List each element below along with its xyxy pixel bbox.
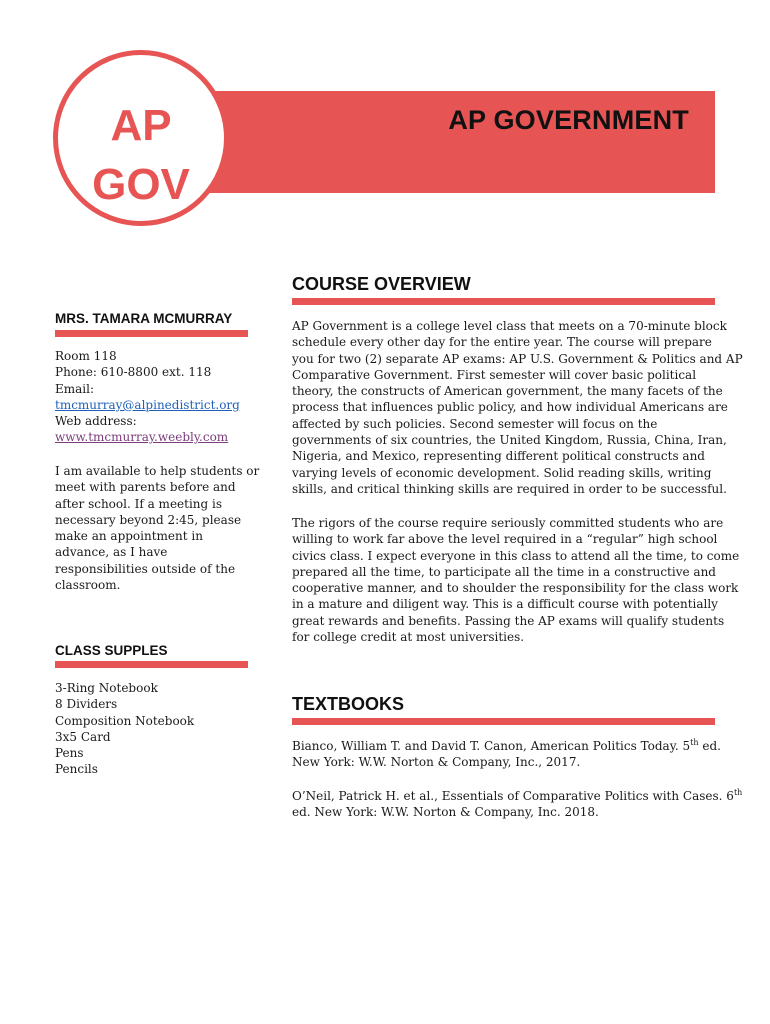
overview-line: process that influences public policy, and how individual Americans are — [292, 400, 728, 415]
supplies-list — [55, 680, 194, 778]
overview-line: great rewards and benefits. Passing the AP exams will qualify students — [292, 613, 725, 628]
availability-paragraph — [55, 463, 259, 593]
overview-line: for college credit at most universities. — [292, 630, 525, 645]
textbook-1-publisher: New York: W.W. Norton & Company, Inc., 2017. — [292, 755, 581, 770]
availability-line: responsibilities outside of the — [55, 561, 236, 576]
overview-line: theory, the constructs of American government, the many facets of the — [292, 384, 723, 399]
availability-line: after school. If a meeting is — [55, 496, 223, 511]
overview-line: prepared all the time, to participate all the time in a constructive and — [292, 564, 716, 579]
overview-line: Nigeria, and Mexico, representing different political constructs and — [292, 449, 705, 464]
overview-line: cooperative manner, and to shoulder the responsibility for the class work — [292, 581, 739, 596]
supplies-heading-rule — [55, 661, 248, 668]
overview-line: schedule every other day for the entire year. The course will prepare — [292, 335, 712, 350]
supply-item: Pens — [55, 746, 84, 761]
overview-line: you for two (2) separate AP exams: AP U.S. Government & Politics and AP — [292, 351, 743, 366]
web-label: Web address: — [55, 414, 137, 429]
textbook-1 — [292, 738, 721, 771]
logo-line-gov: GOV — [92, 160, 190, 209]
overview-paragraph-1 — [292, 318, 743, 497]
teacher-heading: MRS. TAMARA MCMURRAY — [55, 311, 233, 326]
phone-text: Phone: 610-8800 ext. 118 — [55, 365, 212, 380]
overview-line: willing to work far above the level required in a “regular” high school — [292, 532, 718, 547]
availability-line: advance, as I have — [55, 545, 168, 560]
contact-info — [55, 348, 240, 446]
ap-gov-logo — [53, 50, 229, 226]
overview-line: AP Government is a college level class that meets on a 70-minute block — [292, 319, 727, 333]
course-overview-rule — [292, 298, 715, 305]
overview-line: civics class. I expect everyone in this class to attend all the time, to come — [292, 548, 740, 563]
overview-line: varying levels of economic development. Solid reading skills, writing — [292, 465, 712, 480]
textbooks-rule — [292, 718, 715, 725]
textbooks-heading: TEXTBOOKS — [292, 694, 405, 714]
overview-line: The rigors of the course require seriously committed students who are — [292, 516, 724, 530]
website-link[interactable]: www.tmcmurray.weebly.com — [55, 430, 229, 445]
textbook-2-edition-suffix: th — [733, 788, 743, 797]
title-banner — [206, 91, 715, 193]
textbook-2-publisher: ed. New York: W.W. Norton & Company, Inc. 2018. — [292, 805, 599, 820]
supply-item: 3-Ring Notebook — [55, 681, 158, 695]
availability-line: necessary beyond 2:45, please — [55, 512, 242, 527]
supply-item: 3x5 Card — [55, 729, 111, 744]
textbook-1-edition-suffix: th — [690, 738, 699, 747]
overview-line: affected by such policies. Second semester will focus on the — [292, 416, 658, 431]
overview-line: in a mature and diligent way. This is a difficult course with potentially — [292, 597, 718, 612]
availability-line: meet with parents before and — [55, 480, 236, 495]
supply-item: 8 Dividers — [55, 697, 118, 712]
page-title: AP GOVERNMENT — [448, 105, 689, 135]
email-label: Email: — [55, 381, 95, 396]
overview-paragraph-2 — [292, 515, 739, 645]
supplies-heading: CLASS SUPPLES — [55, 643, 168, 658]
availability-line: I am available to help students or — [55, 464, 260, 478]
overview-line: governments of six countries, the United Kingdom, Russia, China, Iran, — [292, 433, 727, 448]
availability-line: make an appointment in — [55, 529, 203, 544]
email-link[interactable]: tmcmurray@alpinedistrict.org — [55, 397, 240, 412]
availability-line: classroom. — [55, 578, 121, 593]
supply-item: Composition Notebook — [55, 713, 195, 728]
supply-item: Pencils — [55, 762, 98, 777]
overview-line: Comparative Government. First semester will cover basic political — [292, 367, 697, 382]
textbook-1-ed: ed. — [698, 739, 721, 753]
room-text: Room 118 — [55, 349, 117, 363]
textbook-2-citation: O’Neil, Patrick H. et al., Essentials of Comparative Politics with Cases. 6 — [292, 789, 734, 803]
course-overview-heading: COURSE OVERVIEW — [292, 274, 471, 294]
teacher-heading-rule — [55, 330, 248, 337]
logo-line-ap: AP — [110, 101, 172, 150]
textbook-2 — [292, 788, 742, 821]
overview-line: skills, and critical thinking skills are required in order to be successful. — [292, 481, 727, 496]
textbook-1-citation: Bianco, William T. and David T. Canon, American Politics Today. 5 — [292, 739, 691, 753]
